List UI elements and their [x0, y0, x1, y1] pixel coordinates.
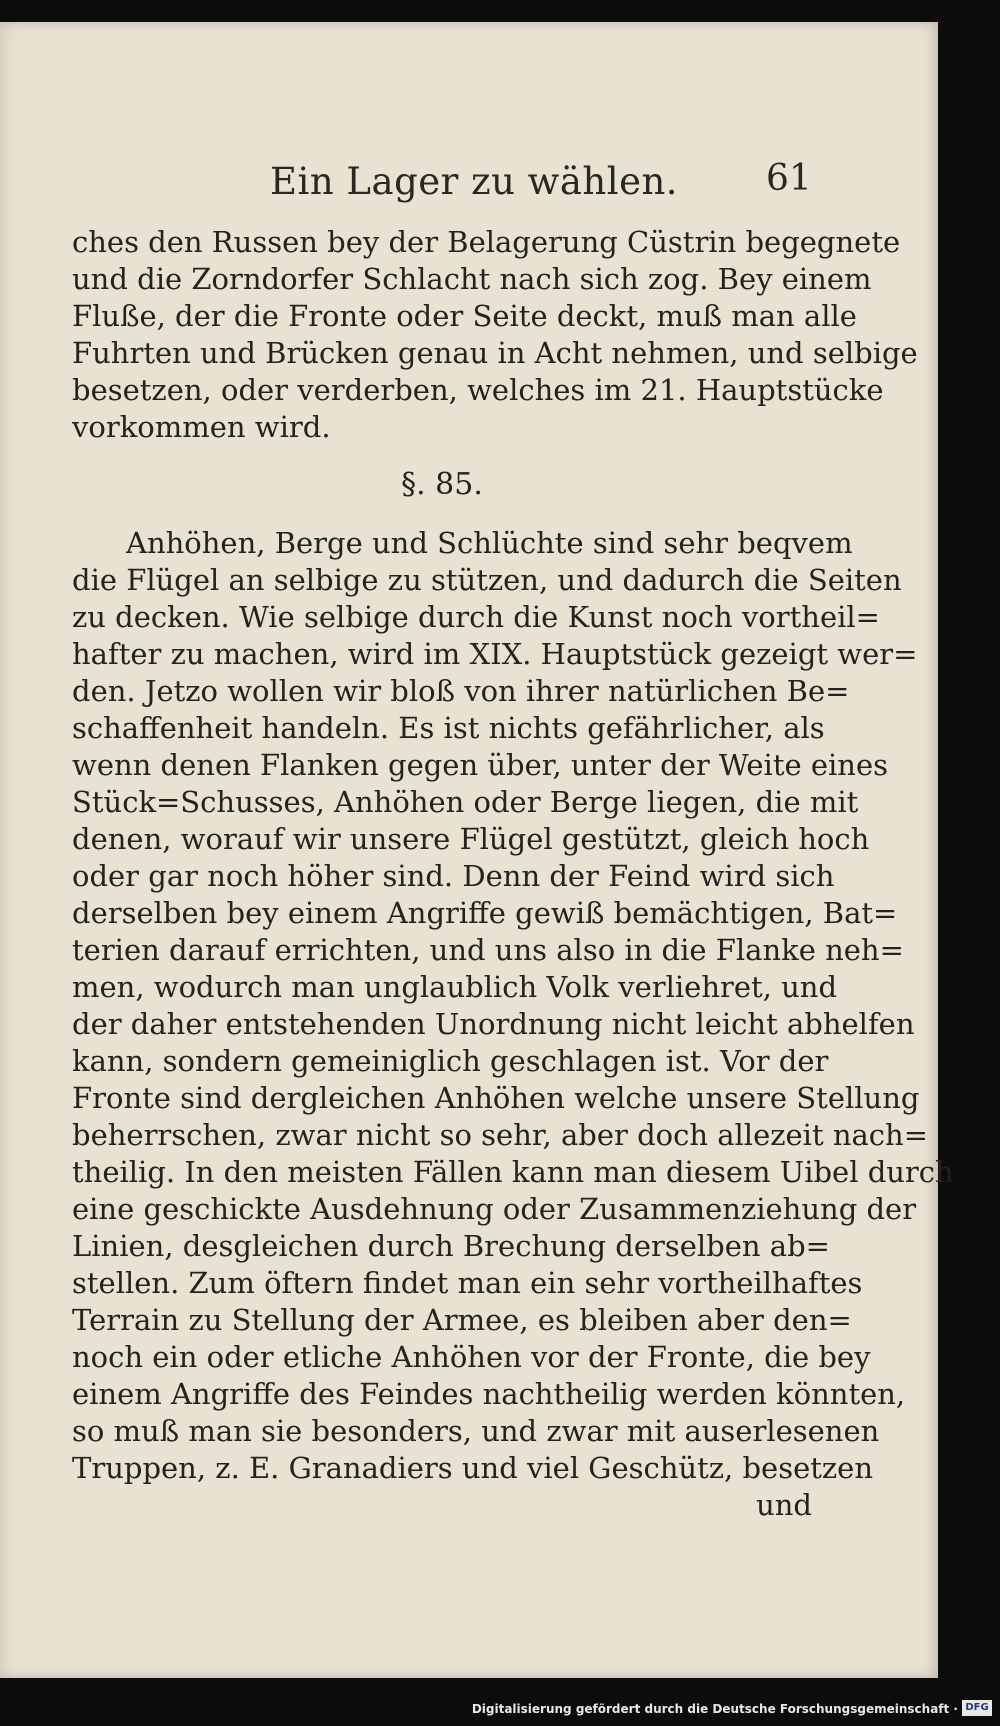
text-line: Linien, desgleichen durch Brechung derselben ab= — [72, 1229, 830, 1263]
text-line: stellen. Zum öftern findet man ein sehr vortheilhaftes — [72, 1266, 863, 1300]
text-line: Stück=Schusses, Anhöhen oder Berge liegen, die mit — [72, 785, 859, 819]
text-line: theilig. In den meisten Fällen kann man diesem Uibel durch — [72, 1155, 954, 1189]
book-page — [0, 22, 954, 1678]
section-heading: §. 85. — [401, 467, 483, 502]
text-line: wenn denen Flanken gegen über, unter der Weite eines — [72, 748, 889, 782]
text-line: einem Angriffe des Feindes nachtheilig werden könnten, — [72, 1377, 906, 1411]
catchword: und — [756, 1488, 812, 1522]
running-title: Ein Lager zu wählen. — [270, 160, 679, 203]
text-line: besetzen, oder verderben, welches im 21. Hauptstücke — [72, 373, 884, 407]
text-line: der daher entstehenden Unordnung nicht leicht abhelfen — [72, 1007, 915, 1041]
text-line: vorkommen wird. — [72, 410, 331, 444]
text-line: Fronte sind dergleichen Anhöhen welche unsere Stellung — [72, 1081, 920, 1115]
text-line: denen, worauf wir unsere Flügel gestützt, gleich hoch — [72, 822, 870, 856]
dfg-logo: DFG — [962, 1700, 992, 1716]
text-line: eine geschickte Ausdehnung oder Zusammenziehung der — [72, 1192, 917, 1226]
text-line: kann, sondern gemeiniglich geschlagen ist. Vor der — [72, 1044, 829, 1078]
text-line: terien darauf errichten, und uns also in die Flanke neh= — [72, 933, 904, 967]
text-line: hafter zu machen, wird im XIX. Hauptstück gezeigt wer= — [72, 637, 918, 671]
text-line: derselben bey einem Angriffe gewiß bemächtigen, Bat= — [72, 896, 898, 930]
page-header — [0, 144, 938, 214]
text-line: Truppen, z. E. Granadiers und viel Geschütz, besetzen — [72, 1451, 874, 1485]
digitization-footer — [0, 1690, 1000, 1726]
body-text — [72, 224, 954, 1524]
text-line: den. Jetzo wollen wir bloß von ihrer natürlichen Be= — [72, 674, 850, 708]
text-line: die Flügel an selbige zu stützen, und dadurch die Seiten — [72, 563, 902, 597]
text-line: men, wodurch man unglaublich Volk verliehret, und — [72, 970, 838, 1004]
text-line: Terrain zu Stellung der Armee, es bleiben aber den= — [72, 1303, 852, 1337]
text-line: schaffenheit handeln. Es ist nichts gefährlicher, als — [72, 711, 825, 745]
funding-credit: Digitalisierung gefördert durch die Deutsche Forschungsgemeinschaft · — [471, 1702, 958, 1716]
text-line: oder gar noch höher sind. Denn der Feind wird sich — [72, 859, 835, 893]
text-line: beherrschen, zwar nicht so sehr, aber doch allezeit nach= — [72, 1118, 929, 1152]
page-number: 61 — [766, 158, 812, 199]
text-line: so muß man sie besonders, und zwar mit auserlesenen — [72, 1414, 880, 1448]
text-line: zu decken. Wie selbige durch die Kunst noch vortheil= — [72, 600, 880, 634]
text-line: Fuhrten und Brücken genau in Acht nehmen, und selbige — [72, 336, 918, 370]
text-line: Fluße, der die Fronte oder Seite deckt, muß man alle — [72, 299, 857, 333]
text-line: ches den Russen bey der Belagerung Cüstrin begegnete — [72, 225, 901, 259]
text-line: Anhöhen, Berge und Schlüchte sind sehr beqvem — [126, 526, 853, 560]
text-line: und die Zorndorfer Schlacht nach sich zog. Bey einem — [72, 262, 872, 296]
text-line: noch ein oder etliche Anhöhen vor der Fronte, die bey — [72, 1340, 871, 1374]
